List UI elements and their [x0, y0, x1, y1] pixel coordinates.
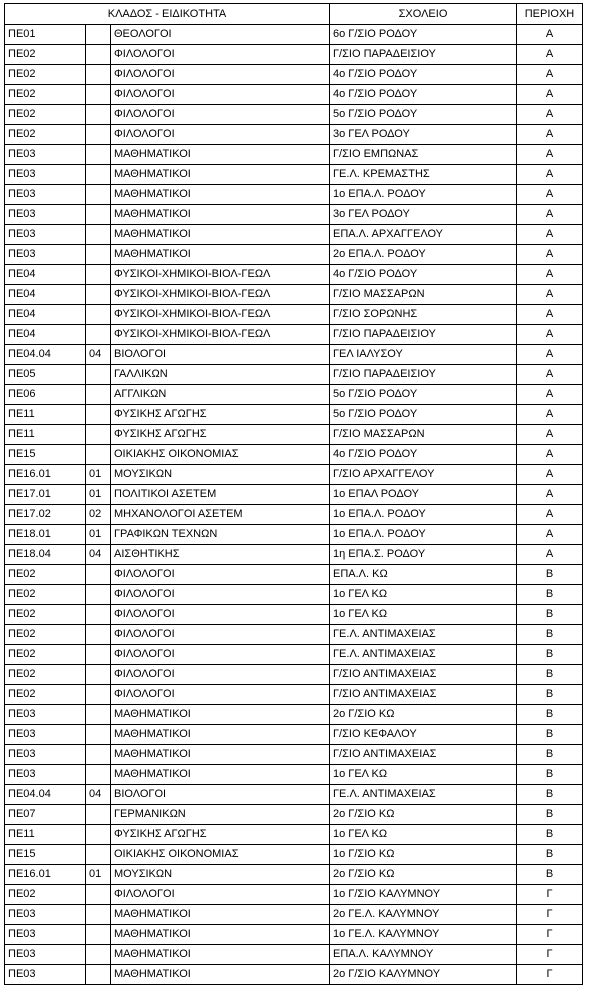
subcode-cell [86, 945, 111, 965]
subcode-cell [86, 125, 111, 145]
code-cell: ΠΕ15 [5, 845, 86, 865]
table-row [5, 605, 583, 625]
school-cell: 6ο Γ/ΣΙΟ ΡΟΔΟΥ [330, 25, 517, 45]
school-cell: 1ο ΓΕΛ ΚΩ [330, 825, 517, 845]
subcode-cell [86, 285, 111, 305]
school-cell: ΓΕ.Λ. ΑΝΤΙΜΑΧΕΙΑΣ [330, 785, 517, 805]
specialty-cell: ΠΟΛΙΤΙΚΟΙ ΑΣΕΤΕΜ [111, 485, 330, 505]
subcode-cell [86, 385, 111, 405]
area-cell: Α [517, 105, 583, 125]
area-cell: Α [517, 165, 583, 185]
table-row [5, 625, 583, 645]
table-row [5, 505, 583, 525]
area-cell: Β [517, 865, 583, 885]
school-cell: Γ/ΣΙΟ ΑΝΤΙΜΑΧΕΙΑΣ [330, 665, 517, 685]
table-row [5, 45, 583, 65]
subcode-cell [86, 105, 111, 125]
table-row [5, 825, 583, 845]
subcode-cell [86, 625, 111, 645]
area-cell: Α [517, 425, 583, 445]
school-cell: 5ο Γ/ΣΙΟ ΡΟΔΟΥ [330, 405, 517, 425]
table-row [5, 265, 583, 285]
area-cell: Α [517, 145, 583, 165]
school-cell: 1ο ΓΕ.Λ. ΚΑΛΥΜΝΟΥ [330, 925, 517, 945]
specialty-cell: ΜΑΘΗΜΑΤΙΚΟΙ [111, 745, 330, 765]
specialty-cell: ΟΙΚΙΑΚΗΣ ΟΙΚΟΝΟΜΙΑΣ [111, 445, 330, 465]
code-cell: ΠΕ02 [5, 565, 86, 585]
code-cell: ΠΕ02 [5, 605, 86, 625]
specialty-cell: ΦΙΛΟΛΟΓΟΙ [111, 85, 330, 105]
specialty-cell: ΦΙΛΟΛΟΓΟΙ [111, 685, 330, 705]
table-row [5, 785, 583, 805]
school-cell: Γ/ΣΙΟ ΠΑΡΑΔΕΙΣΙΟΥ [330, 365, 517, 385]
area-cell: Α [517, 345, 583, 365]
code-cell: ΠΕ03 [5, 925, 86, 945]
specialty-cell: ΜΑΘΗΜΑΤΙΚΟΙ [111, 165, 330, 185]
subcode-cell [86, 205, 111, 225]
subcode-cell [86, 685, 111, 705]
area-cell: Α [517, 485, 583, 505]
code-cell: ΠΕ02 [5, 105, 86, 125]
area-cell: Γ [517, 965, 583, 985]
school-cell: 1ο Γ/ΣΙΟ ΚΩ [330, 845, 517, 865]
table-row [5, 865, 583, 885]
school-cell: Γ/ΣΙΟ ΜΑΣΣΑΡΩΝ [330, 425, 517, 445]
school-cell: 2ο Γ/ΣΙΟ ΚΩ [330, 865, 517, 885]
code-cell: ΠΕ03 [5, 705, 86, 725]
specialty-cell: ΦΙΛΟΛΟΓΟΙ [111, 645, 330, 665]
header-row [5, 4, 583, 25]
subcode-cell [86, 245, 111, 265]
subcode-cell [86, 705, 111, 725]
subcode-cell: 04 [86, 785, 111, 805]
subcode-cell: 04 [86, 345, 111, 365]
table-row [5, 325, 583, 345]
code-cell: ΠΕ06 [5, 385, 86, 405]
code-cell: ΠΕ03 [5, 725, 86, 745]
table-row [5, 285, 583, 305]
area-cell: Β [517, 625, 583, 645]
specialty-cell: ΦΙΛΟΛΟΓΟΙ [111, 565, 330, 585]
school-cell: Γ/ΣΙΟ ΠΑΡΑΔΕΙΣΙΟΥ [330, 325, 517, 345]
table-body [5, 25, 583, 985]
table-row [5, 905, 583, 925]
school-cell: Γ/ΣΙΟ ΑΝΤΙΜΑΧΕΙΑΣ [330, 745, 517, 765]
specialty-cell: ΦΥΣΙΚΟΙ-ΧΗΜΙΚΟΙ-ΒΙΟΛ-ΓΕΩΛ [111, 265, 330, 285]
table-row [5, 765, 583, 785]
table-row [5, 565, 583, 585]
specialty-cell: ΜΟΥΣΙΚΩΝ [111, 865, 330, 885]
specialty-cell: ΦΥΣΙΚΗΣ ΑΓΩΓΗΣ [111, 425, 330, 445]
specialty-cell: ΦΥΣΙΚΗΣ ΑΓΩΓΗΣ [111, 825, 330, 845]
code-cell: ΠΕ03 [5, 145, 86, 165]
specialty-cell: ΜΑΘΗΜΑΤΙΚΟΙ [111, 925, 330, 945]
area-cell: Α [517, 365, 583, 385]
school-cell: 4ο Γ/ΣΙΟ ΡΟΔΟΥ [330, 265, 517, 285]
specialty-cell: ΒΙΟΛΟΓΟΙ [111, 785, 330, 805]
school-cell: 4ο Γ/ΣΙΟ ΡΟΔΟΥ [330, 445, 517, 465]
table-row [5, 365, 583, 385]
subcode-cell [86, 25, 111, 45]
area-cell: Γ [517, 925, 583, 945]
code-cell: ΠΕ02 [5, 85, 86, 105]
code-cell: ΠΕ04.04 [5, 785, 86, 805]
specialty-cell: ΜΑΘΗΜΑΤΙΚΟΙ [111, 905, 330, 925]
school-cell: 5ο Γ/ΣΙΟ ΡΟΔΟΥ [330, 105, 517, 125]
subcode-cell [86, 65, 111, 85]
area-cell: Α [517, 125, 583, 145]
area-cell: Β [517, 745, 583, 765]
specialty-cell: ΦΥΣΙΚΟΙ-ΧΗΜΙΚΟΙ-ΒΙΟΛ-ΓΕΩΛ [111, 285, 330, 305]
area-cell: Γ [517, 945, 583, 965]
school-cell: ΕΠΑ.Λ. ΚΩ [330, 565, 517, 585]
specialty-cell: ΦΙΛΟΛΟΓΟΙ [111, 625, 330, 645]
table-row [5, 685, 583, 705]
code-cell: ΠΕ04 [5, 325, 86, 345]
area-cell: Β [517, 825, 583, 845]
subcode-cell [86, 145, 111, 165]
school-cell: 3ο ΓΕΛ ΡΟΔΟΥ [330, 125, 517, 145]
code-cell: ΠΕ16.01 [5, 465, 86, 485]
subcode-cell [86, 405, 111, 425]
subcode-cell: 02 [86, 505, 111, 525]
table-row [5, 145, 583, 165]
subcode-cell [86, 425, 111, 445]
school-cell: 1ο ΓΕΛ ΚΩ [330, 605, 517, 625]
area-cell: Α [517, 245, 583, 265]
code-cell: ΠΕ04 [5, 305, 86, 325]
school-cell: 5ο Γ/ΣΙΟ ΡΟΔΟΥ [330, 385, 517, 405]
subcode-cell [86, 665, 111, 685]
area-cell: Β [517, 805, 583, 825]
subcode-cell [86, 565, 111, 585]
school-cell: ΕΠΑ.Λ. ΑΡΧΑΓΓΕΛΟΥ [330, 225, 517, 245]
specialty-cell: ΑΙΣΘΗΤΙΚΗΣ [111, 545, 330, 565]
code-cell: ΠΕ03 [5, 165, 86, 185]
code-cell: ΠΕ02 [5, 45, 86, 65]
area-header: ΠΕΡΙΟΧΗ [517, 4, 583, 25]
school-cell: 1ο Γ/ΣΙΟ ΚΑΛΥΜΝΟΥ [330, 885, 517, 905]
specialty-cell: ΑΓΓΛΙΚΩΝ [111, 385, 330, 405]
area-cell: Β [517, 785, 583, 805]
specialty-cell: ΦΥΣΙΚΗΣ ΑΓΩΓΗΣ [111, 405, 330, 425]
area-cell: Α [517, 305, 583, 325]
area-cell: Α [517, 285, 583, 305]
area-cell: Β [517, 765, 583, 785]
table-row [5, 85, 583, 105]
specialty-cell: ΜΑΘΗΜΑΤΙΚΟΙ [111, 765, 330, 785]
subcode-cell [86, 725, 111, 745]
specialty-cell: ΓΑΛΛΙΚΩΝ [111, 365, 330, 385]
subcode-cell [86, 225, 111, 245]
area-cell: Β [517, 845, 583, 865]
area-cell: Α [517, 225, 583, 245]
area-cell: Α [517, 205, 583, 225]
area-cell: Α [517, 25, 583, 45]
school-cell: 1ο ΓΕΛ ΚΩ [330, 765, 517, 785]
specialty-cell: ΜΗΧΑΝΟΛΟΓΟΙ ΑΣΕΤΕΜ [111, 505, 330, 525]
area-cell: Γ [517, 885, 583, 905]
subcode-cell [86, 265, 111, 285]
subcode-cell [86, 165, 111, 185]
specialty-cell: ΘΕΟΛΟΓΟΙ [111, 25, 330, 45]
school-header: ΣΧΟΛΕΙΟ [330, 4, 517, 25]
school-cell: 2ο Γ/ΣΙΟ ΚΩ [330, 805, 517, 825]
specialty-cell: ΦΙΛΟΛΟΓΟΙ [111, 665, 330, 685]
school-cell: Γ/ΣΙΟ ΑΡΧΑΓΓΕΛΟΥ [330, 465, 517, 485]
area-cell: Α [517, 85, 583, 105]
area-cell: Β [517, 705, 583, 725]
subcode-cell [86, 325, 111, 345]
subcode-cell [86, 305, 111, 325]
school-cell: ΓΕ.Λ. ΚΡΕΜΑΣΤΗΣ [330, 165, 517, 185]
area-cell: Α [517, 545, 583, 565]
subcode-cell: 04 [86, 545, 111, 565]
school-cell: 4ο Γ/ΣΙΟ ΡΟΔΟΥ [330, 85, 517, 105]
table-row [5, 445, 583, 465]
table-row [5, 305, 583, 325]
table-row [5, 225, 583, 245]
specialty-cell: ΜΑΘΗΜΑΤΙΚΟΙ [111, 945, 330, 965]
specialty-cell: ΦΙΛΟΛΟΓΟΙ [111, 885, 330, 905]
code-cell: ΠΕ03 [5, 245, 86, 265]
school-cell: 1ο ΕΠΑ.Λ. ΡΟΔΟΥ [330, 185, 517, 205]
code-cell: ΠΕ03 [5, 965, 86, 985]
subcode-cell [86, 825, 111, 845]
school-cell: Γ/ΣΙΟ ΑΝΤΙΜΑΧΕΙΑΣ [330, 685, 517, 705]
code-cell: ΠΕ17.01 [5, 485, 86, 505]
specialty-cell: ΟΙΚΙΑΚΗΣ ΟΙΚΟΝΟΜΙΑΣ [111, 845, 330, 865]
code-cell: ΠΕ04 [5, 285, 86, 305]
code-cell: ΠΕ03 [5, 745, 86, 765]
area-cell: Β [517, 585, 583, 605]
school-cell: 2ο Γ/ΣΙΟ ΚΑΛΥΜΝΟΥ [330, 965, 517, 985]
specialty-cell: ΓΡΑΦΙΚΩΝ ΤΕΧΝΩΝ [111, 525, 330, 545]
vacancy-table [4, 3, 583, 985]
table-row [5, 105, 583, 125]
code-cell: ΠΕ02 [5, 685, 86, 705]
code-cell: ΠΕ02 [5, 885, 86, 905]
school-cell: 1ο ΕΠΑ.Λ. ΡΟΔΟΥ [330, 525, 517, 545]
code-cell: ΠΕ04.04 [5, 345, 86, 365]
subcode-cell: 01 [86, 525, 111, 545]
area-cell: Α [517, 465, 583, 485]
school-cell: 4ο Γ/ΣΙΟ ΡΟΔΟΥ [330, 65, 517, 85]
table-row [5, 165, 583, 185]
area-cell: Α [517, 445, 583, 465]
code-cell: ΠΕ02 [5, 125, 86, 145]
school-cell: Γ/ΣΙΟ ΕΜΠΩΝΑΣ [330, 145, 517, 165]
code-cell: ΠΕ05 [5, 365, 86, 385]
specialty-cell: ΦΥΣΙΚΟΙ-ΧΗΜΙΚΟΙ-ΒΙΟΛ-ΓΕΩΛ [111, 305, 330, 325]
table-row [5, 585, 583, 605]
code-cell: ΠΕ02 [5, 645, 86, 665]
area-cell: Α [517, 405, 583, 425]
subcode-cell [86, 745, 111, 765]
specialty-cell: ΦΙΛΟΛΟΓΟΙ [111, 585, 330, 605]
area-cell: Α [517, 265, 583, 285]
specialty-cell: ΦΙΛΟΛΟΓΟΙ [111, 65, 330, 85]
area-cell: Α [517, 185, 583, 205]
table-row [5, 965, 583, 985]
specialty-header: ΚΛΑΔΟΣ - ΕΙΔΙΚΟΤΗΤΑ [5, 4, 330, 25]
school-cell: ΕΠΑ.Λ. ΚΑΛΥΜΝΟΥ [330, 945, 517, 965]
subcode-cell [86, 365, 111, 385]
specialty-cell: ΜΑΘΗΜΑΤΙΚΟΙ [111, 225, 330, 245]
subcode-cell [86, 585, 111, 605]
code-cell: ΠΕ03 [5, 185, 86, 205]
code-cell: ΠΕ11 [5, 425, 86, 445]
subcode-cell: 01 [86, 465, 111, 485]
code-cell: ΠΕ02 [5, 665, 86, 685]
area-cell: Β [517, 645, 583, 665]
specialty-cell: ΓΕΡΜΑΝΙΚΩΝ [111, 805, 330, 825]
subcode-cell [86, 805, 111, 825]
table-row [5, 245, 583, 265]
table-row [5, 525, 583, 545]
table-row [5, 845, 583, 865]
school-cell: 1ο ΕΠΑΛ ΡΟΔΟΥ [330, 485, 517, 505]
area-cell: Α [517, 525, 583, 545]
code-cell: ΠΕ04 [5, 265, 86, 285]
code-cell: ΠΕ15 [5, 445, 86, 465]
school-cell: 1ο ΓΕΛ ΚΩ [330, 585, 517, 605]
subcode-cell: 01 [86, 485, 111, 505]
area-cell: Α [517, 325, 583, 345]
subcode-cell [86, 845, 111, 865]
code-cell: ΠΕ03 [5, 945, 86, 965]
school-cell: Γ/ΣΙΟ ΠΑΡΑΔΕΙΣΙΟΥ [330, 45, 517, 65]
specialty-cell: ΜΑΘΗΜΑΤΙΚΟΙ [111, 245, 330, 265]
school-cell: 3ο ΓΕΛ ΡΟΔΟΥ [330, 205, 517, 225]
subcode-cell [86, 965, 111, 985]
area-cell: Α [517, 45, 583, 65]
code-cell: ΠΕ02 [5, 625, 86, 645]
specialty-cell: ΦΙΛΟΛΟΓΟΙ [111, 45, 330, 65]
code-cell: ΠΕ02 [5, 65, 86, 85]
table-row [5, 345, 583, 365]
area-cell: Γ [517, 905, 583, 925]
subcode-cell [86, 885, 111, 905]
subcode-cell [86, 45, 111, 65]
school-cell: ΓΕ.Λ. ΑΝΤΙΜΑΧΕΙΑΣ [330, 645, 517, 665]
code-cell: ΠΕ11 [5, 405, 86, 425]
school-cell: 2ο Γ/ΣΙΟ ΚΩ [330, 705, 517, 725]
subcode-cell [86, 85, 111, 105]
table-row [5, 725, 583, 745]
code-cell: ΠΕ17.02 [5, 505, 86, 525]
table-row [5, 465, 583, 485]
subcode-cell [86, 445, 111, 465]
table-row [5, 705, 583, 725]
area-cell: Β [517, 605, 583, 625]
specialty-cell: ΜΑΘΗΜΑΤΙΚΟΙ [111, 705, 330, 725]
table-row [5, 665, 583, 685]
code-cell: ΠΕ16.01 [5, 865, 86, 885]
table-row [5, 925, 583, 945]
table-row [5, 645, 583, 665]
table-row [5, 125, 583, 145]
school-cell: Γ/ΣΙΟ ΚΕΦΑΛΟΥ [330, 725, 517, 745]
subcode-cell [86, 925, 111, 945]
table-row [5, 205, 583, 225]
area-cell: Β [517, 685, 583, 705]
table-row [5, 805, 583, 825]
table-row [5, 25, 583, 45]
table-row [5, 65, 583, 85]
school-cell: 2ο ΕΠΑ.Λ. ΡΟΔΟΥ [330, 245, 517, 265]
table-row [5, 885, 583, 905]
area-cell: Β [517, 725, 583, 745]
specialty-cell: ΜΑΘΗΜΑΤΙΚΟΙ [111, 145, 330, 165]
code-cell: ΠΕ18.04 [5, 545, 86, 565]
specialty-cell: ΜΑΘΗΜΑΤΙΚΟΙ [111, 185, 330, 205]
table-row [5, 185, 583, 205]
specialty-cell: ΒΙΟΛΟΓΟΙ [111, 345, 330, 365]
code-cell: ΠΕ03 [5, 205, 86, 225]
specialty-cell: ΜΑΘΗΜΑΤΙΚΟΙ [111, 725, 330, 745]
code-cell: ΠΕ03 [5, 225, 86, 245]
table-row [5, 545, 583, 565]
specialty-cell: ΦΥΣΙΚΟΙ-ΧΗΜΙΚΟΙ-ΒΙΟΛ-ΓΕΩΛ [111, 325, 330, 345]
school-cell: ΓΕΛ ΙΑΛΥΣΟΥ [330, 345, 517, 365]
table-row [5, 485, 583, 505]
subcode-cell [86, 765, 111, 785]
specialty-cell: ΦΙΛΟΛΟΓΟΙ [111, 605, 330, 625]
table-row [5, 405, 583, 425]
school-cell: 2ο ΓΕ.Λ. ΚΑΛΥΜΝΟΥ [330, 905, 517, 925]
area-cell: Α [517, 65, 583, 85]
table-row [5, 425, 583, 445]
subcode-cell [86, 605, 111, 625]
school-cell: 1ο ΕΠΑ.Λ. ΡΟΔΟΥ [330, 505, 517, 525]
school-cell: ΓΕ.Λ. ΑΝΤΙΜΑΧΕΙΑΣ [330, 625, 517, 645]
code-cell: ΠΕ18.01 [5, 525, 86, 545]
subcode-cell: 01 [86, 865, 111, 885]
school-cell: 1η ΕΠΑ.Σ. ΡΟΔΟΥ [330, 545, 517, 565]
subcode-cell [86, 185, 111, 205]
area-cell: Α [517, 505, 583, 525]
code-cell: ΠΕ03 [5, 905, 86, 925]
subcode-cell [86, 645, 111, 665]
specialty-cell: ΦΙΛΟΛΟΓΟΙ [111, 125, 330, 145]
code-cell: ΠΕ03 [5, 765, 86, 785]
specialty-cell: ΦΙΛΟΛΟΓΟΙ [111, 105, 330, 125]
specialty-cell: ΜΟΥΣΙΚΩΝ [111, 465, 330, 485]
specialty-cell: ΜΑΘΗΜΑΤΙΚΟΙ [111, 965, 330, 985]
code-cell: ΠΕ01 [5, 25, 86, 45]
school-cell: Γ/ΣΙΟ ΣΟΡΩΝΗΣ [330, 305, 517, 325]
code-cell: ΠΕ02 [5, 585, 86, 605]
code-cell: ΠΕ07 [5, 805, 86, 825]
table-row [5, 385, 583, 405]
table-row [5, 745, 583, 765]
specialty-cell: ΜΑΘΗΜΑΤΙΚΟΙ [111, 205, 330, 225]
subcode-cell [86, 905, 111, 925]
area-cell: Α [517, 385, 583, 405]
code-cell: ΠΕ11 [5, 825, 86, 845]
table-row [5, 945, 583, 965]
school-cell: Γ/ΣΙΟ ΜΑΣΣΑΡΩΝ [330, 285, 517, 305]
area-cell: Β [517, 665, 583, 685]
area-cell: Β [517, 565, 583, 585]
